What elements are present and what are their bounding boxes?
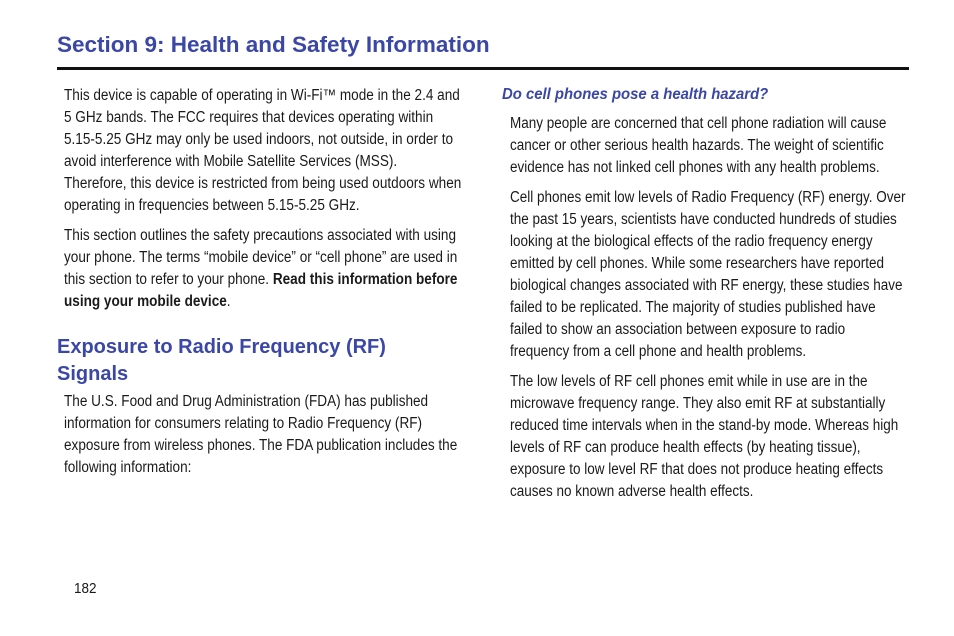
right-column bbox=[510, 113, 906, 511]
studies-paragraph: Cell phones emit low levels of Radio Frequency (RF) energy. Over the past 15 years, scientists have conducted hundreds of studies looking at the biological effects of the radio frequency energy emitted by cell phones. While some researchers have reported biological changes associated with RF energy, these studies have failed to be replicated. The majority of studies published have failed to show an association between exposure to radio frequency from a cell phone and health problems. bbox=[510, 189, 906, 360]
page-number: 182 bbox=[74, 580, 97, 597]
left-column-rf bbox=[64, 391, 462, 487]
fda-paragraph: The U.S. Food and Drug Administration (FDA) has published information for consumers relating to Radio Frequency (RF) exposure from wireless phones. The FDA publication includes the following information: bbox=[64, 393, 458, 476]
rf-section-heading: Exposure to Radio Frequency (RF) Signals bbox=[57, 336, 386, 385]
hazard-subheading: Do cell phones pose a health hazard? bbox=[502, 86, 769, 103]
safety-intro-text: This section outlines the safety precautions associated with using your phone. The terms “mobile device” or “cell phone” are used in this section to refer to your phone. bbox=[64, 227, 458, 288]
page-title: Section 9: Health and Safety Information bbox=[57, 32, 490, 57]
safety-intro-bold: Read this information before using your mobile device bbox=[64, 271, 458, 310]
wifi-paragraph: This device is capable of operating in Wi-Fi™ mode in the 2.4 and 5 GHz bands. The FCC requires that devices operating within 5.15-5.25 GHz may only be used indoors, not outside, in order to avoid interference with Mobile Satellite Services (MSS). Therefore, this device is restricted from being used outdoors when operating in frequencies between 5.15-5.25 GHz. bbox=[64, 87, 462, 214]
safety-intro-end: . bbox=[226, 293, 231, 310]
microwave-paragraph: The low levels of RF cell phones emit while in use are in the microwave frequency range. They also emit RF at substantially reduced time intervals when in the stand-by mode. Whereas high levels of RF can produce health effects (by heating tissue), exposure to low level RF that does not produce heating effects causes no known adverse health effects. bbox=[510, 373, 899, 500]
concern-paragraph: Many people are concerned that cell phone radiation will cause cancer or other serious health hazards. The weight of scientific evidence has not linked cell phones with any health problems. bbox=[510, 115, 887, 176]
safety-intro-paragraph bbox=[64, 225, 462, 313]
left-column-intro bbox=[64, 85, 462, 321]
title-rule bbox=[57, 67, 909, 70]
